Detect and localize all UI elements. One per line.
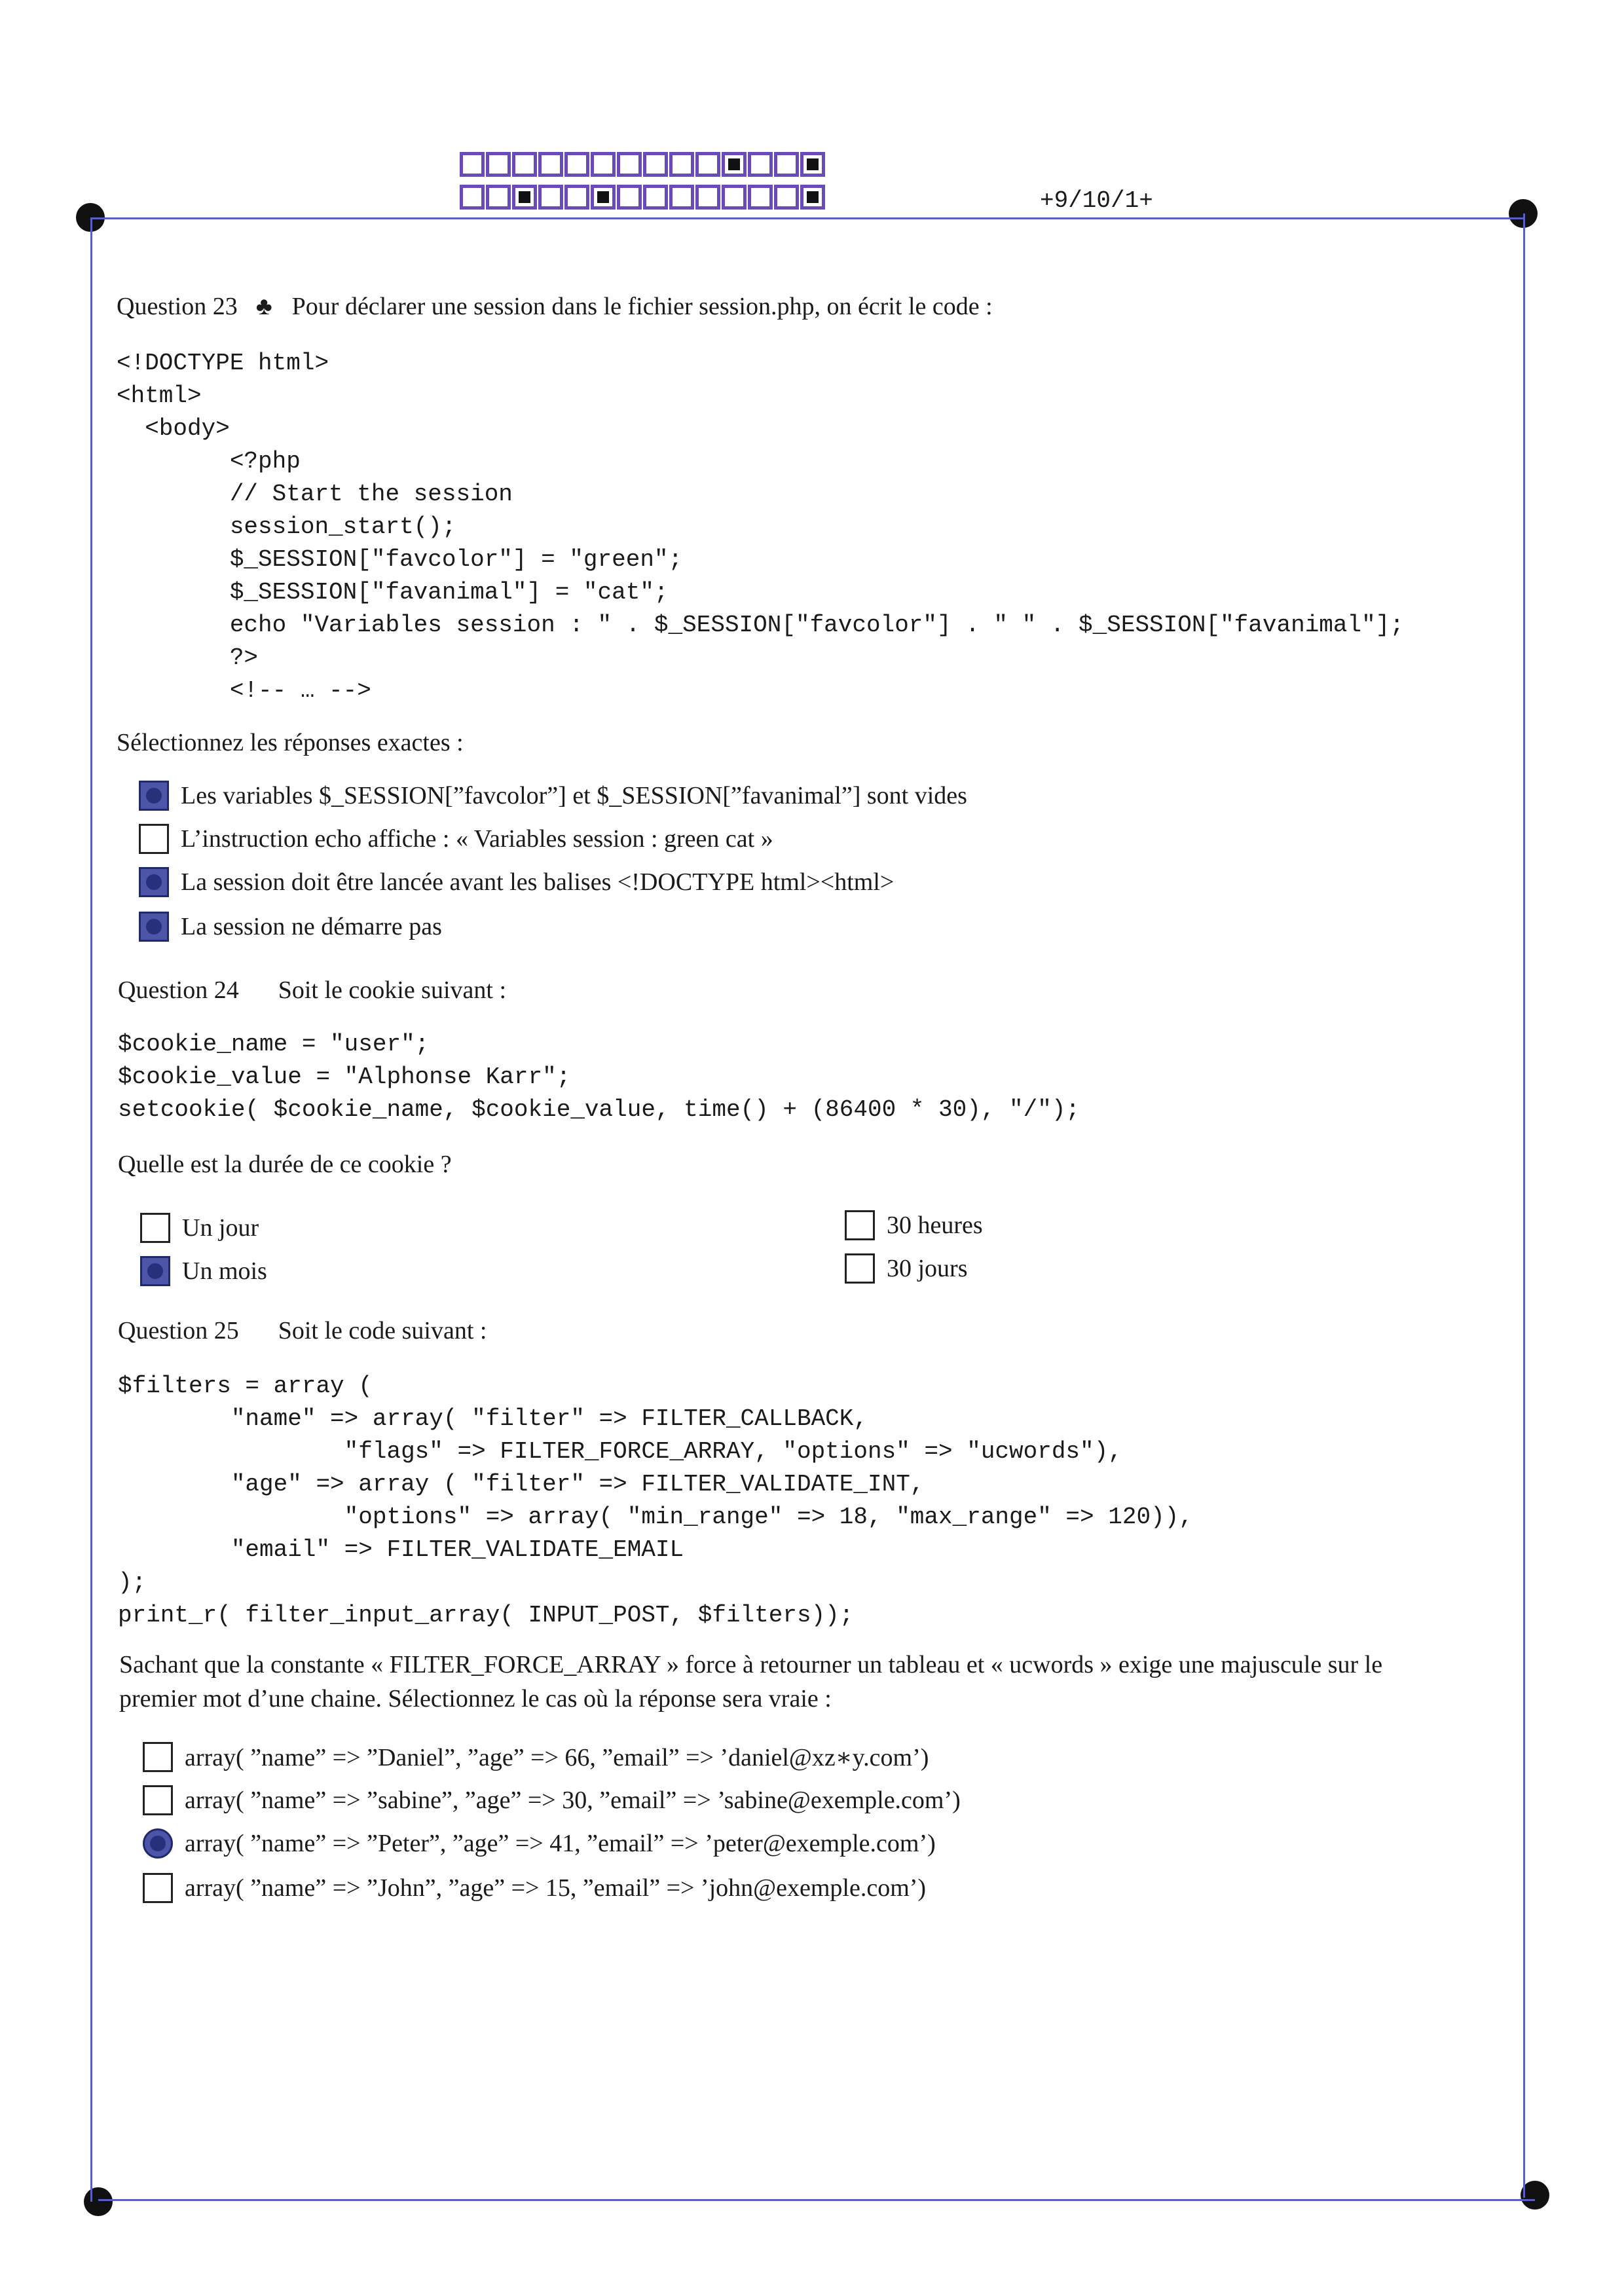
barcode-row-2-cell [748, 185, 773, 210]
q24-option-3[interactable] [845, 1210, 983, 1240]
frame-top [90, 217, 1524, 219]
question-23-instruction: Sélectionnez les réponses exactes : [117, 729, 464, 756]
question-25-header [118, 1316, 487, 1345]
q24-option-label: Un mois [182, 1257, 267, 1285]
barcode-row-2-cell [669, 185, 694, 210]
question-24-header [118, 976, 506, 1005]
question-25-explanation-line-1: Sachant que la constante « FILTER_FORCE_ARRAY » force à retourner un tableau et « ucwords » exige une majuscule sur le [119, 1651, 1383, 1678]
question-25-code: $filters = array ( "name" => array( "filter" => FILTER_CALLBACK, "flags" => FILTER_FORCE_ARRAY, "options" => "ucwords"), "age" => array ( "filter" => FILTER_VALIDATE_INT, "options" => array( "min_range" => 18, "max_range" => 120)), "email" => FILTER_VALIDATE_EMAIL ); print_r( filter_input_array( INPUT_POST, $filters)); [118, 1373, 1193, 1629]
barcode-row-1-cell [512, 152, 537, 177]
barcode-row-2-cell [722, 185, 747, 210]
q25-option-4[interactable] [143, 1873, 926, 1903]
q25-option-label: array( ”name” => ”John”, ”age” => 15, ”email” => ’john@exemple.com’) [185, 1874, 927, 1902]
question-23-code: <!DOCTYPE html> <html> <body> <?php // Start the session session_start(); $_SESSION["favcolor"] = "green"; $_SESSION["favanimal"] = "cat"; echo "Variables session : " . $_SESSION["favcolor"] . " " . $_SESSION["favanimal"]; ?> <!-- … --> [117, 350, 1404, 704]
q24-option-label: 30 jours [887, 1255, 968, 1282]
q23-checkbox-3[interactable] [139, 867, 169, 897]
question-23-header [117, 292, 993, 321]
q25-checkbox-2[interactable] [143, 1785, 173, 1815]
q25-option-label: array( ”name” => ”Daniel”, ”age” => 66, ”email” => ’daniel@xz∗y.com’) [185, 1743, 929, 1771]
barcode-row-1-cell [722, 152, 747, 177]
barcode-row-2-cell [591, 185, 616, 210]
q25-option-3[interactable] [143, 1828, 936, 1859]
barcode-row-2-cell [460, 185, 485, 210]
barcode-row-2 [460, 185, 826, 210]
barcode-row-1-cell [591, 152, 616, 177]
q25-option-1[interactable] [143, 1742, 929, 1772]
frame-bottom [98, 2199, 1535, 2201]
registration-mark-bottom-left [84, 2187, 113, 2216]
q23-option-3[interactable] [139, 867, 894, 897]
q23-option-2[interactable] [139, 824, 773, 854]
q24-checkbox-4[interactable] [845, 1253, 875, 1284]
barcode-row-2-cell [512, 185, 537, 210]
barcode-row-1-cell [564, 152, 589, 177]
club-icon: ♣ [255, 293, 272, 320]
barcode-row-2-cell [774, 185, 799, 210]
q24-checkbox-1[interactable] [140, 1213, 170, 1243]
barcode-row-2-cell [643, 185, 668, 210]
q24-option-1[interactable] [140, 1213, 259, 1243]
barcode-row-2-cell [800, 185, 825, 210]
question-number: Question 23 [117, 293, 238, 320]
barcode-row-1 [460, 152, 826, 177]
question-prompt: Soit le code suivant : [278, 1317, 487, 1344]
barcode-row-1-cell [695, 152, 720, 177]
barcode-row-1-cell [617, 152, 642, 177]
barcode-row-2-cell [695, 185, 720, 210]
q23-option-1[interactable] [139, 781, 967, 811]
q23-checkbox-4[interactable] [139, 912, 169, 942]
page-identifier: +9/10/1+ [1040, 187, 1153, 214]
q23-option-label: Les variables $_SESSION[”favcolor”] et $_SESSION[”favanimal”] sont vides [181, 782, 967, 809]
q25-checkbox-1[interactable] [143, 1742, 173, 1772]
q23-option-label: La session ne démarre pas [181, 913, 442, 940]
barcode-row-2-cell [617, 185, 642, 210]
frame-left [90, 217, 92, 2202]
barcode-row-2-cell [538, 185, 563, 210]
question-24-question: Quelle est la durée de ce cookie ? [118, 1151, 452, 1178]
frame-right [1523, 213, 1525, 2198]
q23-option-label: La session doit être lancée avant les balises <!DOCTYPE html><html> [181, 868, 895, 896]
q23-checkbox-2[interactable] [139, 824, 169, 854]
barcode-row-1-cell [486, 152, 511, 177]
q24-checkbox-3[interactable] [845, 1210, 875, 1240]
barcode-row-1-cell [800, 152, 825, 177]
q24-checkbox-2[interactable] [140, 1256, 170, 1286]
barcode-row-1-cell [538, 152, 563, 177]
q24-option-label: Un jour [182, 1214, 259, 1242]
barcode-row-1-cell [748, 152, 773, 177]
barcode-row-1-cell [460, 152, 485, 177]
question-number: Question 24 [118, 976, 239, 1004]
q25-checkbox-4[interactable] [143, 1873, 173, 1903]
question-prompt: Pour déclarer une session dans le fichier session.php, on écrit le code : [291, 293, 993, 320]
question-25-explanation-line-2: premier mot d’une chaine. Sélectionnez le cas où la réponse sera vraie : [119, 1685, 832, 1713]
question-prompt: Soit le cookie suivant : [278, 976, 507, 1004]
q23-checkbox-1[interactable] [139, 781, 169, 811]
q24-option-label: 30 heures [887, 1212, 983, 1239]
barcode-row-2-cell [564, 185, 589, 210]
barcode-row-2-cell [486, 185, 511, 210]
barcode-row-1-cell [774, 152, 799, 177]
q23-option-label: L’instruction echo affiche : « Variables session : green cat » [181, 825, 773, 853]
q24-option-4[interactable] [845, 1253, 968, 1284]
barcode-row-1-cell [643, 152, 668, 177]
q25-option-2[interactable] [143, 1785, 961, 1815]
q24-option-2[interactable] [140, 1256, 267, 1286]
q25-option-label: array( ”name” => ”Peter”, ”age” => 41, ”email” => ’peter@exemple.com’) [185, 1830, 936, 1857]
q23-option-4[interactable] [139, 912, 442, 942]
q25-checkbox-3[interactable] [143, 1828, 173, 1859]
barcode-row-1-cell [669, 152, 694, 177]
question-24-code: $cookie_name = "user"; $cookie_value = "Alphonse Karr"; setcookie( $cookie_name, $cookie_value, time() + (86400 * 30), "/"); [118, 1031, 1080, 1123]
question-number: Question 25 [118, 1317, 239, 1344]
q25-option-label: array( ”name” => ”sabine”, ”age” => 30, ”email” => ’sabine@exemple.com’) [185, 1787, 961, 1814]
